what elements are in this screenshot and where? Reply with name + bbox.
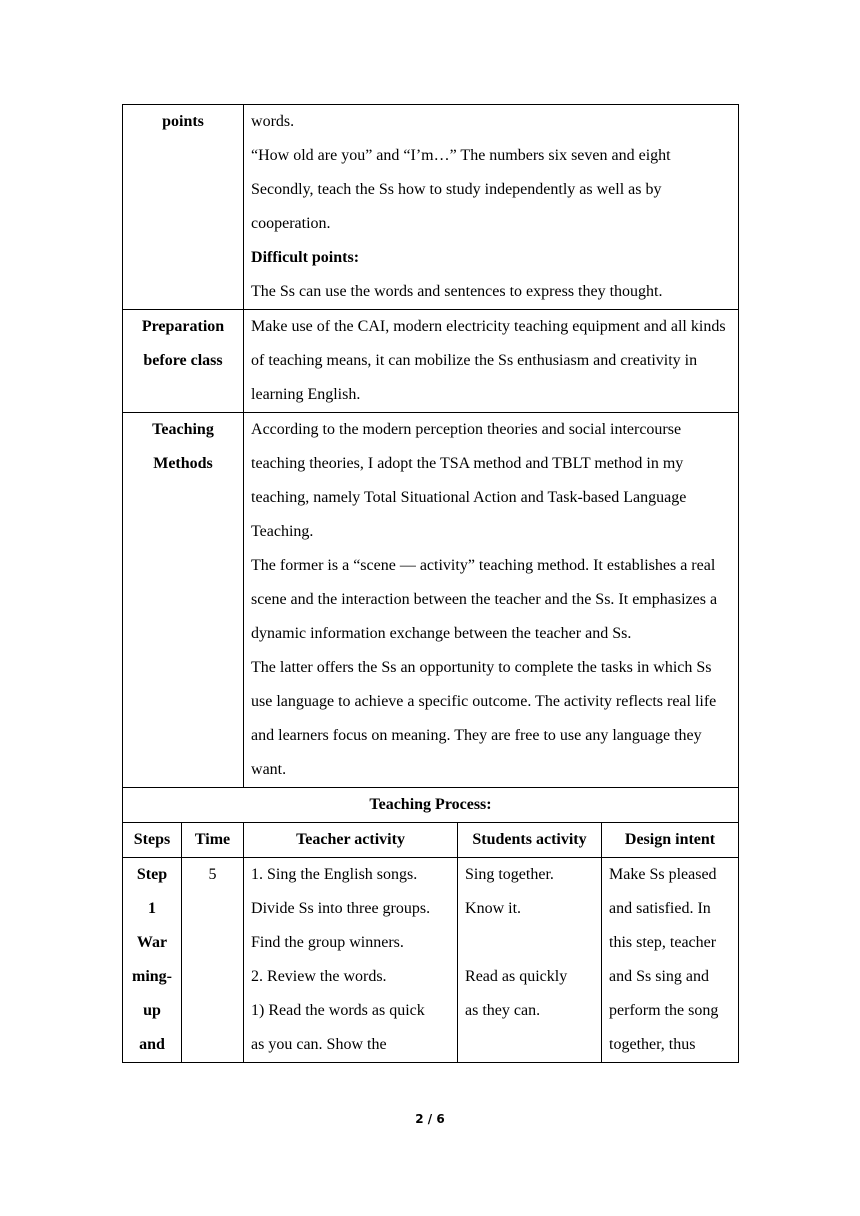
step-label-line: and bbox=[139, 1036, 165, 1053]
teacher-activity-line: 2. Review the words. bbox=[251, 968, 387, 985]
preparation-content: Make use of the CAI, modern electricity teaching equipment and all kinds of teaching means, it can mobilize the Ss enthusiasm and creativity in learning English. bbox=[244, 310, 739, 413]
students-activity-line: as they can. bbox=[465, 1002, 541, 1019]
step-1-label bbox=[123, 858, 182, 1063]
points-label: points bbox=[123, 105, 244, 310]
students-activity-line: Sing together. bbox=[465, 866, 554, 883]
header-time: Time bbox=[182, 823, 244, 858]
header-teacher-activity: Teacher activity bbox=[244, 823, 458, 858]
process-header-row bbox=[123, 823, 739, 858]
methods-paragraph-1: According to the modern perception theories and social intercourse teaching theories, I adopt the TSA method and TBLT method in my teaching, namely Total Situational Action and Task-based Language Teaching. bbox=[251, 421, 687, 540]
process-title-row bbox=[123, 788, 739, 823]
step-1-students-activity bbox=[458, 858, 602, 1063]
methods-label bbox=[123, 413, 244, 788]
step-label-line: 1 bbox=[148, 900, 156, 917]
step-label-line: up bbox=[143, 1002, 161, 1019]
students-activity-line: Read as quickly bbox=[465, 968, 568, 985]
teacher-activity-line: as you can. Show the bbox=[251, 1036, 387, 1053]
points-line-2: “How old are you” and “I’m…” The numbers six seven and eight bbox=[251, 147, 671, 164]
step-label-line: War bbox=[136, 934, 168, 951]
methods-paragraph-3: The latter offers the Ss an opportunity to complete the tasks in which Ss use language to achieve a specific outcome. The activity reflects real life and learners focus on meaning. They are free to use any language they want. bbox=[251, 659, 717, 778]
step-1-design-intent: Make Ss pleased and satisfied. In this step, teacher and Ss sing and perform the song together, thus bbox=[602, 858, 739, 1063]
teacher-activity-line: 1) Read the words as quick bbox=[251, 1002, 425, 1019]
step-1-row bbox=[123, 858, 739, 1063]
header-students-activity: Students activity bbox=[458, 823, 602, 858]
step-label-line: ming- bbox=[132, 968, 172, 985]
students-activity-line: Know it. bbox=[465, 900, 522, 917]
page-number: 2 / 6 bbox=[415, 1112, 445, 1126]
difficult-points-text: The Ss can use the words and sentences to express they thought. bbox=[251, 283, 663, 300]
preparation-label bbox=[123, 310, 244, 413]
teacher-activity-line: 1. Sing the English songs. bbox=[251, 866, 418, 883]
points-line-1: words. bbox=[251, 113, 295, 130]
methods-paragraph-2: The former is a “scene — activity” teaching method. It establishes a real scene and the interaction between the teacher and the Ss. It emphasizes a dynamic information exchange between the teacher and Ss. bbox=[251, 557, 718, 642]
preparation-label-line-1: Preparation bbox=[141, 318, 225, 335]
step-label-line: Step bbox=[136, 866, 168, 883]
lesson-plan-table bbox=[122, 104, 739, 1063]
step-1-time: 5 bbox=[182, 858, 244, 1063]
points-row bbox=[123, 105, 739, 310]
methods-content bbox=[244, 413, 739, 788]
methods-row bbox=[123, 413, 739, 788]
methods-label-line-1: Teaching bbox=[152, 421, 214, 438]
spacer bbox=[465, 926, 594, 960]
step-1-teacher-activity bbox=[244, 858, 458, 1063]
teacher-activity-line: Find the group winners. bbox=[251, 934, 404, 951]
points-content bbox=[244, 105, 739, 310]
header-design-intent: Design intent bbox=[602, 823, 739, 858]
teacher-activity-line: Divide Ss into three groups. bbox=[251, 900, 431, 917]
header-steps: Steps bbox=[123, 823, 182, 858]
difficult-points-heading: Difficult points: bbox=[251, 249, 360, 266]
preparation-row bbox=[123, 310, 739, 413]
points-line-3: Secondly, teach the Ss how to study independently as well as by cooperation. bbox=[251, 181, 662, 232]
methods-label-line-2: Methods bbox=[153, 455, 213, 472]
preparation-label-line-2: before class bbox=[143, 352, 223, 369]
process-title: Teaching Process: bbox=[123, 788, 739, 823]
